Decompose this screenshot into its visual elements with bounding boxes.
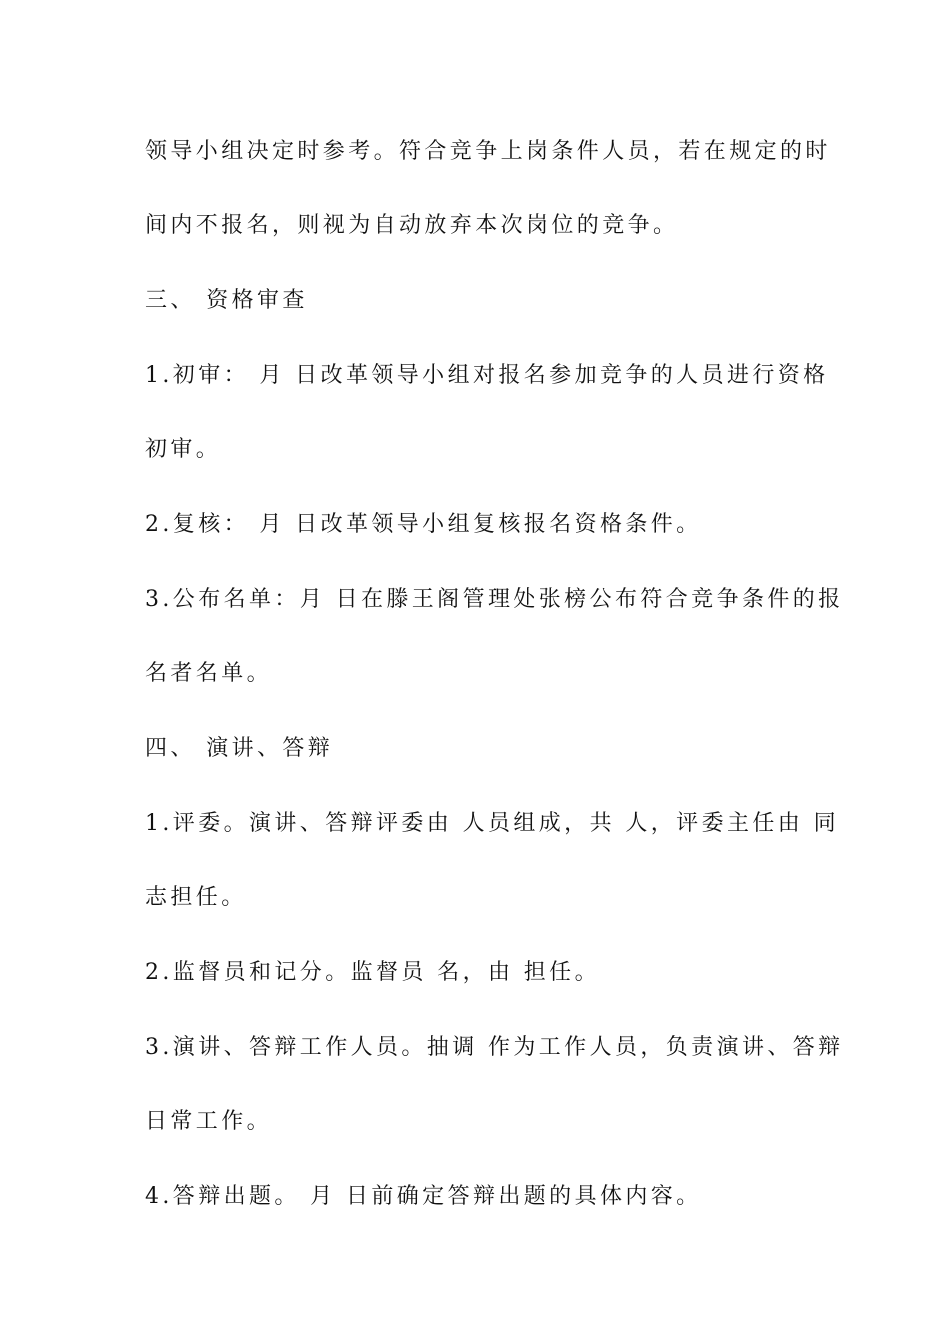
text-line: 1.初审： 月 日改革领导小组对报名参加竞争的人员进行资格	[145, 363, 829, 388]
text-line: 初审。	[145, 437, 222, 462]
text-line: 3.公布名单：月 日在滕王阁管理处张榜公布符合竞争条件的报	[145, 587, 844, 612]
text-line: 日常工作。	[145, 1109, 273, 1134]
section-heading: 三、 资格审查	[145, 288, 308, 313]
text-line: 2.复核： 月 日改革领导小组复核报名资格条件。	[145, 512, 702, 537]
text-line: 间内不报名，则视为自动放弃本次岗位的竞争。	[145, 213, 679, 238]
text-line: 3.演讲、答辩工作人员。抽调 作为工作人员，负责演讲、答辩	[145, 1035, 844, 1060]
text-line: 1.评委。演讲、答辩评委由 人员组成，共 人，评委主任由 同	[145, 811, 839, 836]
text-line: 领导小组决定时参考。符合竞争上岗条件人员，若在规定的时	[145, 139, 831, 164]
section-heading: 四、 演讲、答辩	[145, 736, 334, 761]
text-line: 4.答辩出题。 月 日前确定答辩出题的具体内容。	[145, 1184, 702, 1209]
text-line: 2.监督员和记分。监督员 名，由 担任。	[145, 960, 600, 985]
text-line: 志担任。	[145, 885, 247, 910]
text-line: 名者名单。	[145, 661, 273, 686]
